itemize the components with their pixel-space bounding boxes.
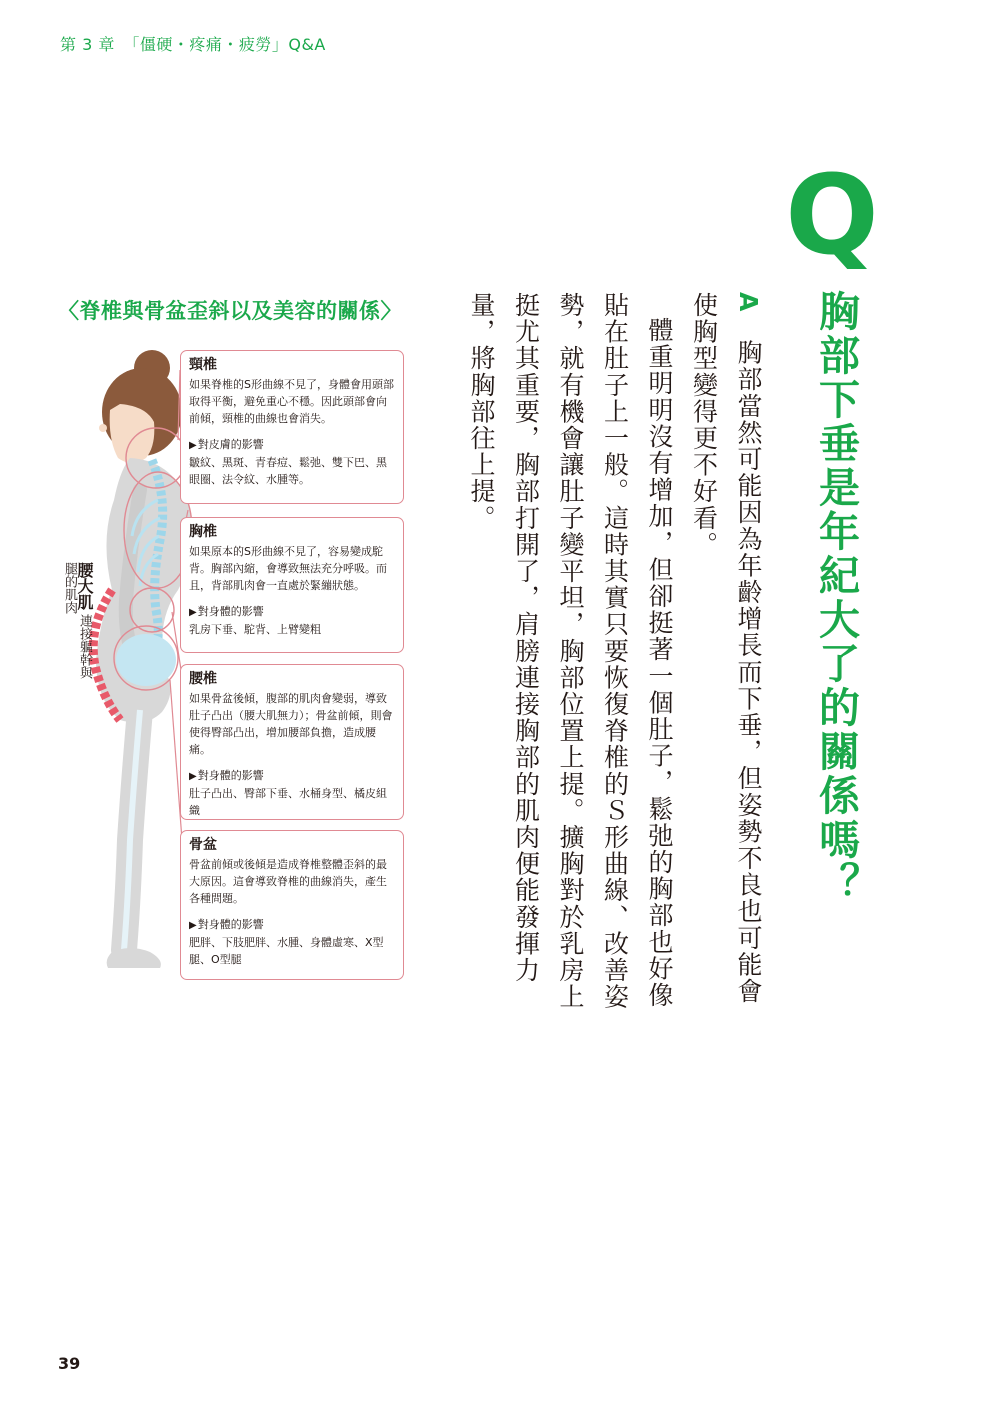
answer-mark: A xyxy=(734,292,763,313)
effect-heading: ▶ 對身體的影響 xyxy=(189,916,394,934)
diagram-title: 〈脊椎與骨盆歪斜以及美容的關係〉 xyxy=(58,299,402,323)
effect-list: 肥胖、下肢肥胖、水腫、身體虛寒、X型腿、O型腿 xyxy=(189,936,384,966)
psoas-name: 腰大肌 xyxy=(75,562,94,610)
thoracic-box xyxy=(180,517,404,653)
foot xyxy=(107,948,161,968)
effect-list: 乳房下垂、駝背、上臂變粗 xyxy=(189,623,321,636)
chapter-header: 第 3 章 「僵硬・疼痛・疲勞」Q&A xyxy=(60,35,326,54)
box-title: 胸椎 xyxy=(189,524,217,540)
question-title: 胸部下垂是年紀大了的關係嗎？ xyxy=(812,290,860,906)
effect-list: 皺紋、黑斑、青春痘、鬆弛、雙下巴、黑眼圈、法令紋、水腫等。 xyxy=(189,456,387,486)
box-body: 如果脊椎的S形曲線不見了，身體會用頭部取得平衡，避免重心不穩。因此頭部會向前傾，頸椎的曲線也會消失。 xyxy=(189,378,394,425)
box-title: 頸椎 xyxy=(189,357,217,373)
lumbar-box xyxy=(180,664,404,820)
box-body: 如果骨盆後傾，腹部的肌肉會變弱，導致肚子凸出（腰大肌無力）；骨盆前傾，則會使得臀部凸出，增加腰部負擔，造成腰痛。 xyxy=(189,692,393,756)
effect-list: 肚子凸出、臀部下垂、水桶身型、橘皮組織 xyxy=(189,787,387,817)
answer-text xyxy=(460,292,770,1012)
page-number: 39 xyxy=(58,1354,81,1373)
answer-paragraph-1: 胸部當然可能因為年齡增長而下垂，但姿勢不良也可能會使胸型變得更不好看。 xyxy=(689,292,763,1005)
psoas-label xyxy=(62,562,92,682)
psoas-desc: 連接軀幹與腿的肌肉 xyxy=(62,562,92,680)
box-title: 骨盆 xyxy=(189,837,217,853)
pelvis xyxy=(116,634,176,686)
box-body: 骨盆前傾或後傾是造成脊椎整體歪斜的最大原因。這會導致脊椎的曲線消失，產生各種問題。 xyxy=(189,858,387,905)
box-body: 如果原本的S形曲線不見了，容易變成駝背。胸部內縮，會導致無法充分呼吸。而且，背部肌肉會一直處於緊繃狀態。 xyxy=(189,545,387,592)
effect-heading: ▶ 對身體的影響 xyxy=(189,767,394,785)
effect-heading: ▶ 對身體的影響 xyxy=(189,603,394,621)
box-title: 腰椎 xyxy=(189,671,217,687)
answer-paragraph-2: 體重明明沒有增加，但卻挺著一個肚子，鬆弛的胸部也好像貼在肚子上一般。這時其實只要恢復脊椎的Ｓ形曲線、改善姿勢，就有機會讓肚子變平坦，胸部位置上提。擴胸對於乳房上挺尤其重要，胸部打開了，肩膀連接胸部的肌肉便能發揮力量，將胸部往上提。 xyxy=(467,292,674,1011)
pelvis-box xyxy=(180,830,404,980)
cervical-box xyxy=(180,350,404,504)
effect-heading: ▶ 對皮膚的影響 xyxy=(189,436,394,454)
question-mark: Q xyxy=(785,151,879,279)
